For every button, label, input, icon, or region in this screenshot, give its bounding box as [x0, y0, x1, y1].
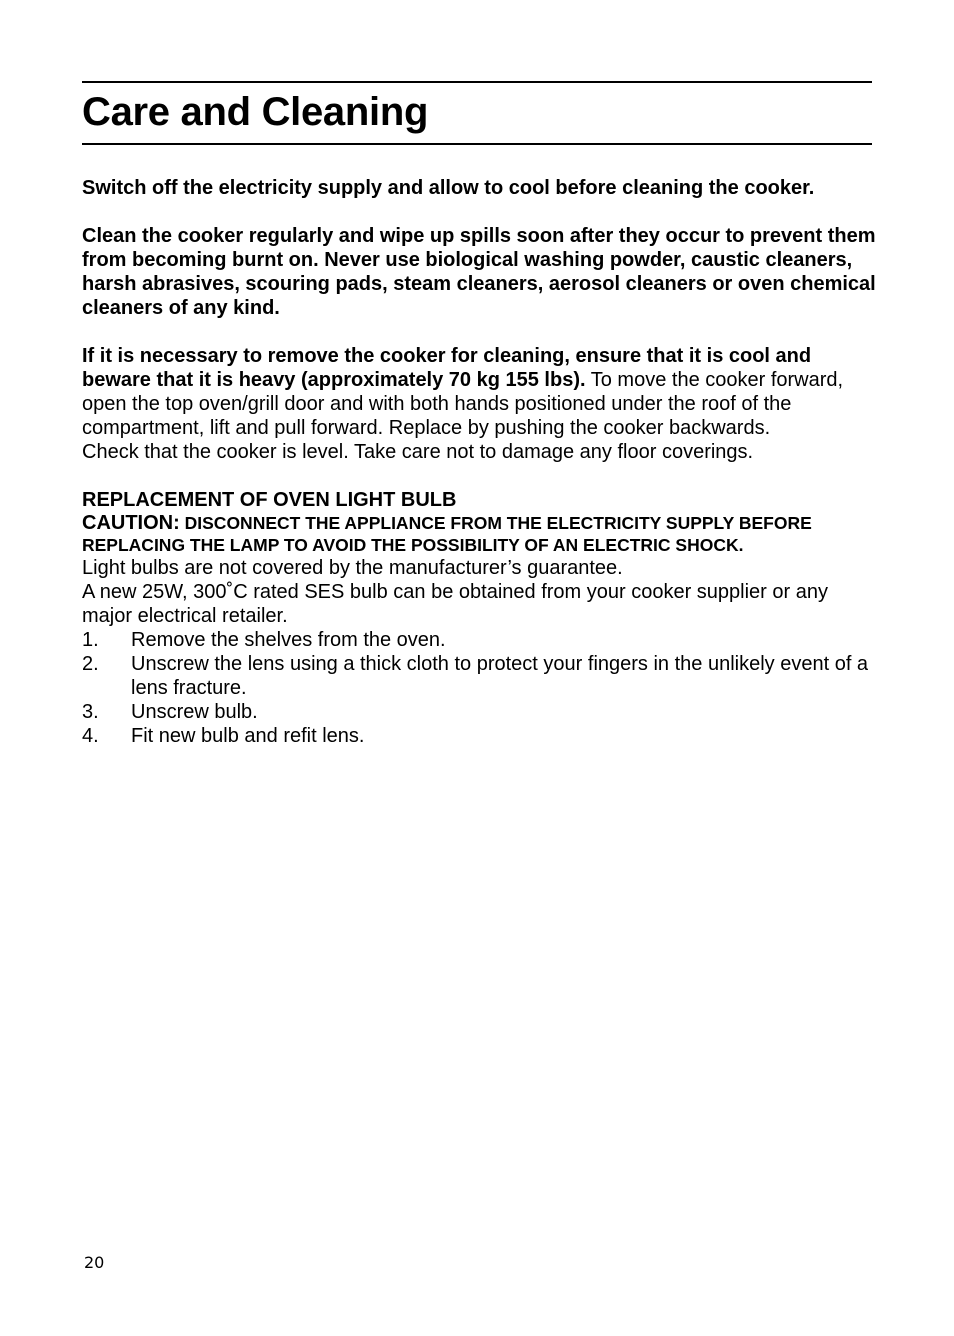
check-level-paragraph: Check that the cooker is level. Take care not to damage any floor coverings. [82, 441, 754, 463]
guarantee-paragraph: Light bulbs are not covered by the manufacturer’s guarantee. [82, 557, 623, 579]
page-content [82, 176, 877, 748]
bulb-section-heading: REPLACEMENT OF OVEN LIGHT BULB [82, 489, 457, 511]
step-number: 1. [82, 629, 99, 651]
step-text: Remove the shelves from the oven. [131, 629, 446, 651]
step-text: Fit new bulb and refit lens. [131, 725, 365, 747]
caution-line-2: REPLACING THE LAMP TO AVOID THE POSSIBILITY OF AN ELECTRIC SHOCK. [82, 535, 744, 555]
new-bulb-paragraph: A new 25W, 300˚C rated SES bulb can be obtained from your cooker supplier or any major electrical retailer. [82, 581, 828, 627]
bulb-steps-list [82, 628, 877, 748]
remove-cooker-text: To move the cooker forward, open the top oven/grill door and with both hands positioned under the roof of the compartment, lift and pull forward. Replace by pushing the cooker backwards. [82, 369, 844, 439]
switch-off-paragraph: Switch off the electricity supply and allow to cool before cleaning the cooker. [82, 177, 815, 199]
clean-regularly-paragraph: Clean the cooker regularly and wipe up spills soon after they occur to prevent them from becoming burnt on. Never use biological washing powder, caustic cleaners, harsh abrasives, scouring pads, steam cleaners, aerosol cleaners or oven chemical cleaners of any kind. [82, 225, 876, 319]
list-item [82, 652, 877, 700]
step-number: 3. [82, 701, 99, 723]
step-text: Unscrew the lens using a thick cloth to protect your fingers in the unlikely event of a lens fracture. [131, 653, 869, 699]
list-item [82, 628, 877, 652]
list-item [82, 700, 877, 724]
list-item [82, 724, 877, 748]
caution-line-1 [82, 512, 877, 534]
page-title: Care and Cleaning [82, 90, 429, 134]
page-number: 20 [84, 1253, 105, 1272]
step-text: Unscrew bulb. [131, 701, 258, 723]
remove-cooker-paragraph [82, 344, 877, 440]
title-rule-top [82, 81, 872, 83]
remove-cooker-bold: If it is necessary to remove the cooker for cleaning, ensure that it is cool and beware that it is heavy (approximately 70 kg 155 lbs). [82, 345, 812, 391]
step-number: 4. [82, 725, 99, 747]
caution-text-1: DISCONNECT THE APPLIANCE FROM THE ELECTRICITY SUPPLY BEFORE [179, 513, 812, 533]
caution-label: CAUTION: [82, 512, 180, 534]
title-rule-bottom [82, 143, 872, 145]
step-number: 2. [82, 653, 99, 675]
